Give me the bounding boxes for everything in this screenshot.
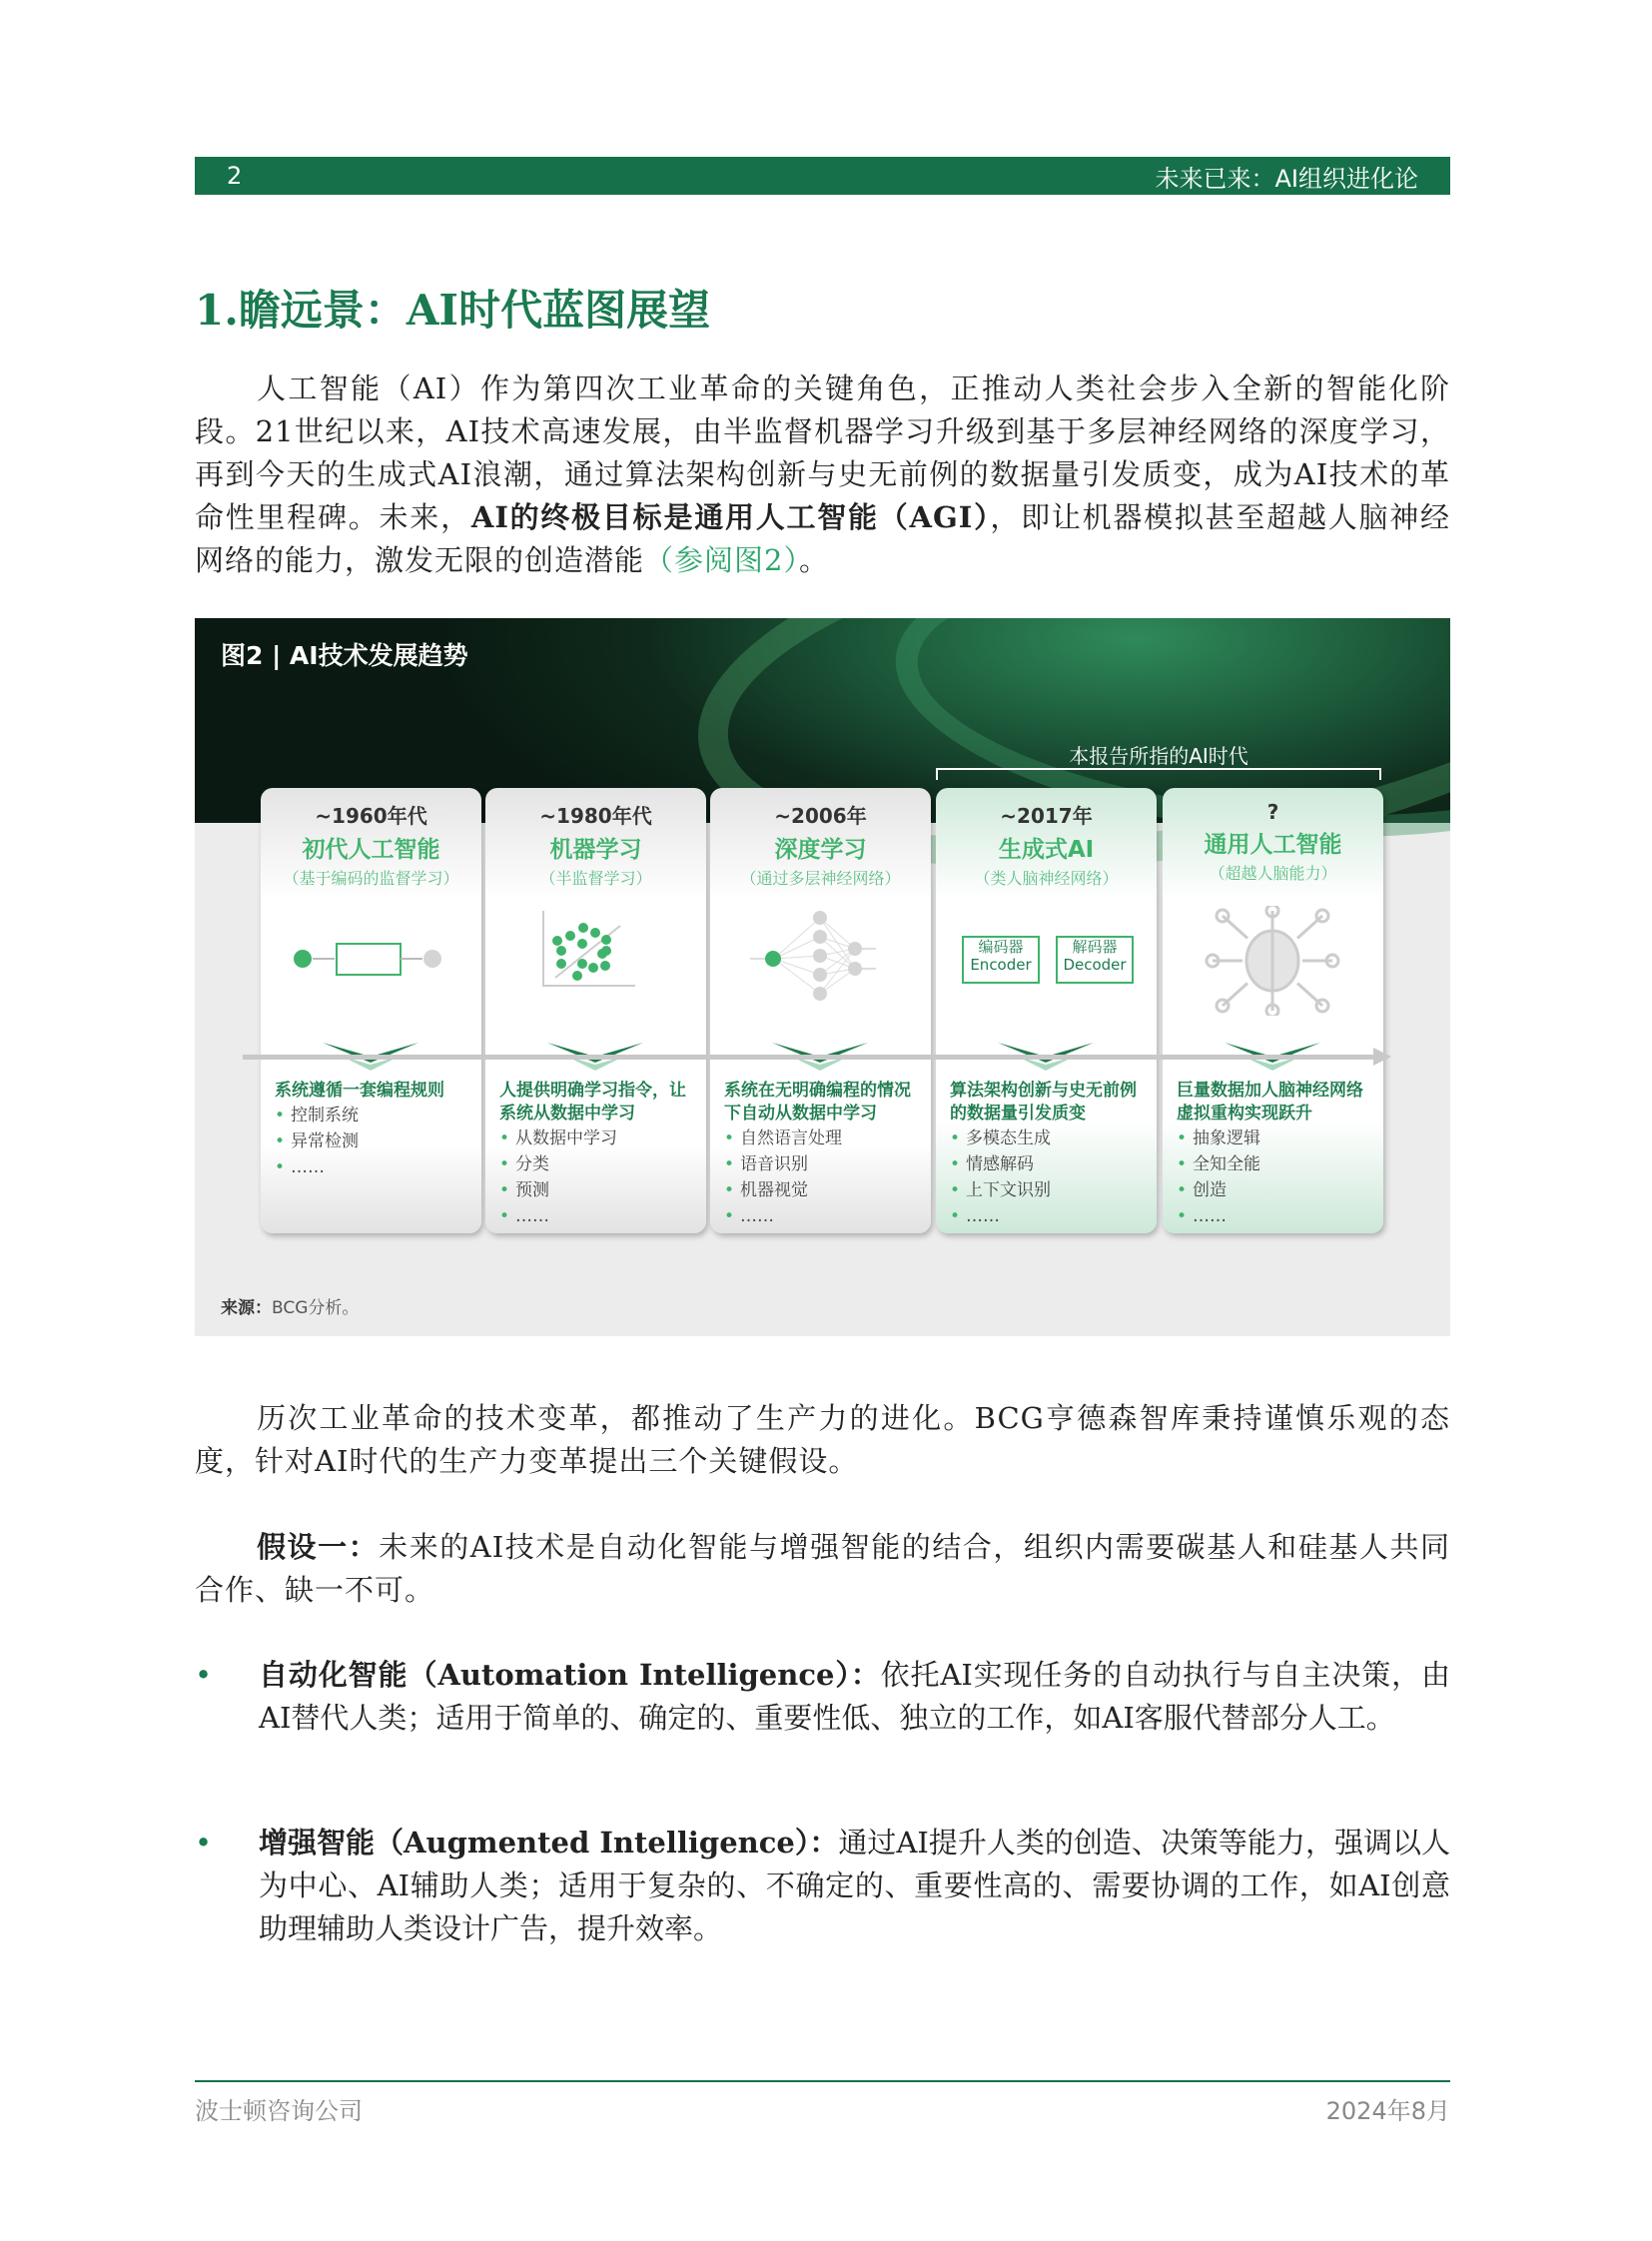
timeline-arrow-icon (1373, 1048, 1391, 1066)
card-description (724, 1080, 923, 1229)
running-title: 未来已来：AI组织进化论 (1155, 164, 1418, 193)
paragraph-3 (195, 1526, 1450, 1612)
card-subtitle: （超越人脑能力） (1209, 864, 1337, 883)
card-illustration (710, 906, 931, 1016)
section-title: 1.瞻远景：AI时代蓝图展望 (195, 286, 711, 335)
text: ，即让机器模拟甚至超越人脑神经网络的能力，激发无限的创造潜能 (195, 500, 1450, 577)
list-item: • …… (950, 1203, 1149, 1229)
list-item: • 自然语言处理 (724, 1125, 923, 1151)
list-item: • 全知全能 (1177, 1151, 1375, 1177)
card-illustration (936, 906, 1157, 1016)
list-item: • 创造 (1177, 1177, 1375, 1203)
card-year: ~1960年代 (315, 804, 427, 828)
era-label: 本报告所指的AI时代 (1069, 744, 1248, 768)
card-illustration (485, 906, 706, 1016)
card-subtitle: （通过多层神经网络） (740, 869, 901, 888)
card-illustration (261, 906, 481, 1016)
card-subtitle: （基于编码的监督学习） (283, 869, 459, 888)
timeline-axis (243, 1055, 1381, 1060)
footer-date: 2024年8月 (1325, 2097, 1450, 2125)
bullet-icon: • (195, 1826, 213, 1860)
decoder-box (1056, 936, 1134, 984)
source-text: BCG分析。 (272, 1298, 360, 1318)
list-item: • 语音识别 (724, 1151, 923, 1177)
card-description-text: 巨量数据加人脑神经网络虚拟重构实现跃升 (1177, 1081, 1363, 1123)
card-year: ~2017年 (1000, 804, 1093, 828)
card-subtitle: （类人脑神经网络） (974, 869, 1119, 888)
figure-reference-link[interactable]: （参阅图2） (644, 543, 799, 577)
text: 人工智能（AI）作为第四次工业革命的关键角色，正推动人类社会步入全新的智能化阶段。21世纪以来，AI技术高速发展，由半监督机器学习升级到基于多层神经网络的深度学习，再到今天的生成式AI浪潮，通过算法架构创新与史无前例的数据量引发质变，成为AI技术的革命性里程碑。未来， (195, 372, 1450, 534)
card-year: ? (1266, 800, 1279, 824)
card-subtitle: （半监督学习） (539, 869, 652, 888)
card-description-text: 系统遵循一套编程规则 (275, 1081, 444, 1101)
intro-paragraph (195, 368, 1450, 582)
card-year: ~2006年 (774, 804, 867, 828)
timeline-card (485, 788, 706, 1233)
list-item: • 多模态生成 (950, 1125, 1149, 1151)
bullet-item (195, 1822, 1450, 1950)
list-item: • 上下文识别 (950, 1177, 1149, 1203)
encoder-label: 编码器 (978, 938, 1024, 956)
bullet-item (195, 1654, 1450, 1740)
paragraph-2: 历次工业革命的技术变革，都推动了生产力的进化。BCG亨德森智库秉持谨慎乐观的态度，针对AI时代的生产力变革提出三个关键假设。 (195, 1401, 1450, 1478)
footer-divider (195, 2080, 1450, 2082)
list-item: • 异常检测 (275, 1128, 473, 1154)
card-title: 深度学习 (774, 837, 867, 863)
encoder-en-label: Encoder (970, 956, 1032, 974)
card-illustration (1163, 906, 1383, 1016)
footer-company: 波士顿咨询公司 (195, 2097, 363, 2125)
timeline-card (936, 788, 1157, 1233)
decoder-label: 解码器 (1072, 938, 1118, 956)
card-description-text: 系统在无明确编程的情况下自动从数据中学习 (724, 1081, 911, 1123)
text: 未来的AI技术是自动化智能与增强智能的结合，组织内需要碳基人和硅基人共同合作、缺一不可。 (195, 1530, 1450, 1607)
figure-title: 图2 | AI技术发展趋势 (221, 641, 468, 670)
list-item: • 抽象逻辑 (1177, 1125, 1375, 1151)
decoder-en-label: Decoder (1063, 956, 1127, 974)
timeline-card (1163, 788, 1383, 1233)
bullet-icon: • (195, 1658, 213, 1692)
list-item: • 情感解码 (950, 1151, 1149, 1177)
list-item: • 控制系统 (275, 1103, 473, 1128)
bold-text: 假设一： (257, 1530, 380, 1564)
list-item: • …… (1177, 1203, 1375, 1229)
card-description-text: 人提供明确学习指令，让系统从数据中学习 (499, 1081, 686, 1123)
list-item: • 预测 (499, 1177, 698, 1203)
page-header (195, 157, 1450, 195)
card-description (950, 1080, 1149, 1229)
card-description (275, 1080, 473, 1180)
list-item: • …… (275, 1154, 473, 1180)
page-number: 2 (227, 162, 243, 190)
card-title: 生成式AI (998, 837, 1095, 863)
card-description (499, 1080, 698, 1229)
card-title: 机器学习 (549, 837, 642, 863)
text: 。 (798, 543, 829, 577)
list-item: • 机器视觉 (724, 1177, 923, 1203)
timeline-card (261, 788, 481, 1233)
source-label: 来源： (221, 1298, 272, 1318)
list-item: • 从数据中学习 (499, 1125, 698, 1151)
figure-2 (195, 618, 1450, 1336)
timeline-card (710, 788, 931, 1233)
card-description (1177, 1080, 1375, 1229)
encoder-box (962, 936, 1040, 984)
list-item: • …… (499, 1203, 698, 1229)
list-item: • 分类 (499, 1151, 698, 1177)
text: 依托AI实现任务的自动执行与自主决策，由AI替代人类；适用于简单的、确定的、重要性低、独立的工作，如AI客服代替部分人工。 (259, 1658, 1450, 1735)
card-title: 通用人工智能 (1204, 832, 1342, 858)
figure-source (221, 1293, 359, 1318)
card-description-text: 算法架构创新与史无前例的数据量引发质变 (950, 1081, 1137, 1123)
card-year: ~1980年代 (539, 804, 652, 828)
era-bracket (936, 768, 1381, 780)
card-title: 初代人工智能 (302, 837, 440, 863)
list-item: • …… (724, 1203, 923, 1229)
bold-text: AI的终极目标是通用人工智能（AGI） (470, 500, 991, 534)
bold-text: 自动化智能（Automation Intelligence）： (259, 1658, 881, 1692)
bold-text: 增强智能（Augmented Intelligence）： (259, 1826, 839, 1860)
text: 通过AI提升人类的创造、决策等能力，强调以人为中心、AI辅助人类；适用于复杂的、不确定的、重要性高的、需要协调的工作，如AI创意助理辅助人类设计广告，提升效率。 (259, 1826, 1450, 1945)
